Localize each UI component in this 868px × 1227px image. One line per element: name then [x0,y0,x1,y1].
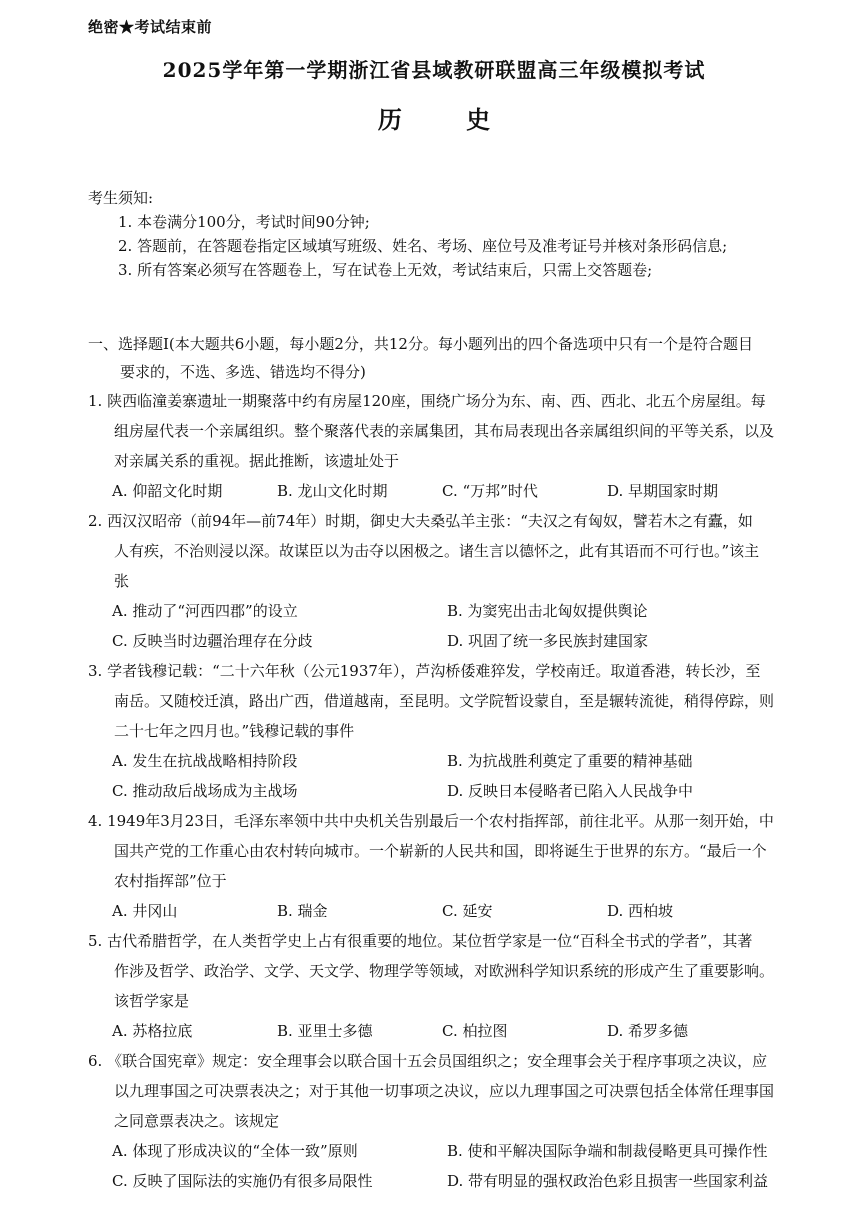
options [88,596,828,626]
options [88,896,828,926]
option-d: D. 巩固了统一多民族封建国家 [447,632,649,650]
question-text: 3. 学者钱穆记载：“二十六年秋（公元1937年），芦沟桥倭难猝发，学校南迁。取道香港，转长沙，至 [88,662,761,680]
option-d: D. 早期国家时期 [607,482,719,500]
question-text: 张 [114,572,130,590]
options [88,1016,828,1046]
question-text: 5. 古代希腊哲学，在人类哲学史上占有很重要的地位。某位哲学家是一位“百科全书式的学者”，其著 [88,932,753,950]
question-text: 对亲属关系的重视。据此推断，该遗址处于 [114,452,400,470]
question-3 [88,656,828,806]
question-text: 南岳。又随校迁滇，路出广西，借道越南，至昆明。文学院暂设蒙自，至是辗转流徙，稍得停踪，则 [114,692,775,710]
option-d: D. 西柏坡 [607,902,674,920]
option-c: C. 推动敌后战场成为主战场 [112,782,298,800]
option-b: B. 亚里士多德 [277,1022,373,1040]
question-text: 农村指挥部”位于 [114,872,227,890]
section-heading-line: 要求的，不选、多选、错选均不得分) [120,363,366,381]
section-heading-line: 一、选择题Ⅰ(本大题共6小题，每小题2分，共12分。每小题列出的四个备选项中只有一个是符合题目 [88,335,753,353]
question-text: 二十七年之四月也。”钱穆记载的事件 [114,722,355,740]
question-4 [88,806,828,926]
options [88,476,828,506]
option-a: A. 发生在抗战战略相持阶段 [112,752,298,770]
option-c: C. 延安 [442,902,493,920]
question-text: 组房屋代表一个亲属组织。整个聚落代表的亲属集团，其布局表现出各亲属组织间的平等关系，以及 [114,422,775,440]
question-text: 人有疾，不治则浸以深。故谋臣以为击夺以困极之。诸生言以德怀之，此有其语而不可行也。”该主 [114,542,760,560]
options [88,626,828,656]
question-2 [88,506,828,656]
option-d: D. 带有明显的强权政治色彩且损害一些国家利益 [447,1172,769,1190]
question-text: 2. 西汉汉昭帝（前94年—前74年）时期，御史大夫桑弘羊主张：“夫汉之有匈奴，譬若木之有蠹，如 [88,512,753,530]
question-section [88,330,828,1196]
option-b: B. 为抗战胜利奠定了重要的精神基础 [447,752,693,770]
question-text: 以九理事国之可决票表决之；对于其他一切事项之决议，应以九理事国之可决票包括全体常任理事国 [114,1082,775,1100]
question-text: 4. 1949年3月23日，毛泽东率领中共中央机关告别最后一个农村指挥部，前往北平。从那一刻开始，中 [88,812,774,830]
options [88,1136,828,1166]
option-b: B. 使和平解决国际争端和制裁侵略更具可操作性 [447,1142,768,1160]
subject-title: 历 史 [377,105,519,134]
option-c: C. 反映当时边疆治理存在分歧 [112,632,313,650]
question-1 [88,386,828,506]
question-text: 该哲学家是 [114,992,190,1010]
question-text: 1. 陕西临潼姜寨遗址一期聚落中约有房屋120座，围绕广场分为东、南、西、西北、北五个房屋组。每 [88,392,766,410]
notice-item: 3. 所有答案必须写在答题卷上，写在试卷上无效，考试结束后，只需上交答题卷; [118,261,653,279]
question-text: 之同意票表决之。该规定 [114,1112,280,1130]
notice-item: 1. 本卷满分100分，考试时间90分钟; [118,213,370,231]
options [88,776,828,806]
option-c: C. “万邦”时代 [442,482,538,500]
option-c: C. 反映了国际法的实施仍有很多局限性 [112,1172,373,1190]
confidential-mark: 绝密★考试结束前 [88,18,213,36]
option-d: D. 希罗多德 [607,1022,689,1040]
option-c: C. 柏拉图 [442,1022,508,1040]
options [88,746,828,776]
option-a: A. 体现了形成决议的“全体一致”原则 [112,1142,358,1160]
option-a: A. 井冈山 [112,902,178,920]
question-text: 国共产党的工作重心由农村转向城市。一个崭新的人民共和国，即将诞生于世界的东方。“最后一个 [114,842,767,860]
question-text: 6. 《联合国宪章》规定：安全理事会以联合国十五会员国组织之；安全理事会关于程序事项之决议，应 [88,1052,768,1070]
option-b: B. 为窦宪出击北匈奴提供舆论 [447,602,648,620]
option-d: D. 反映日本侵略者已陷入人民战争中 [447,782,694,800]
option-a: A. 推动了“河西四郡”的设立 [112,602,298,620]
question-text: 作涉及哲学、政治学、文学、天文学、物理学等领域，对欧洲科学知识系统的形成产生了重要影响。 [114,962,775,980]
option-a: A. 仰韶文化时期 [112,482,223,500]
options [88,1166,828,1196]
section-heading [88,330,828,386]
notice-heading: 考生须知: [88,189,154,207]
exam-title: 2025学年第一学期浙江省县域教研联盟高三年级模拟考试 [162,58,706,82]
question-6 [88,1046,828,1196]
option-a: A. 苏格拉底 [112,1022,193,1040]
candidate-notice [88,186,727,282]
option-b: B. 瑞金 [277,902,328,920]
question-5 [88,926,828,1046]
option-b: B. 龙山文化时期 [277,482,388,500]
notice-item: 2. 答题前，在答题卷指定区域填写班级、姓名、考场、座位号及准考证号并核对条形码信息; [118,237,728,255]
